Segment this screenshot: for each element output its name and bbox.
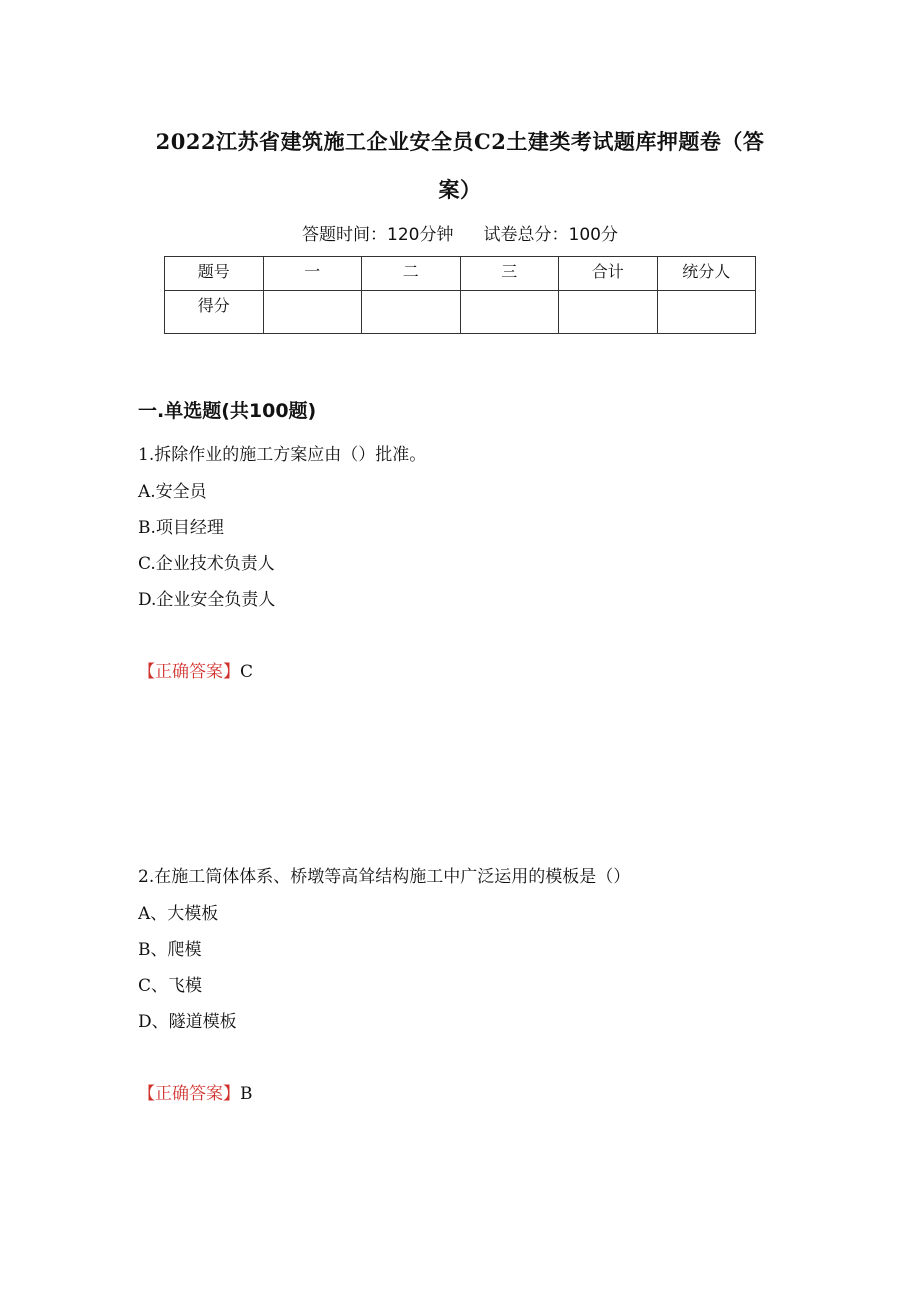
exam-total-score: 试卷总分：100分 [483,225,618,245]
correct-answer [138,657,253,682]
question-option: A、大模板 [138,904,219,924]
score-table-header: 题号 [165,257,264,291]
score-table-header: 一 [263,257,362,291]
question-option: C、飞模 [138,976,203,996]
exam-time: 答题时间：120分钟 [302,225,454,245]
score-table-header: 合计 [559,257,658,291]
document-title: 2022江苏省建筑施工企业安全员C2土建类考试题库押题卷（答案） [155,129,765,202]
question-stem: 2.在施工筒体体系、桥墩等高耸结构施工中广泛运用的模板是（） [138,867,631,887]
score-table-header: 统分人 [657,257,756,291]
question-stem: 1.拆除作业的施工方案应由（）批准。 [138,445,427,465]
score-table [164,256,756,334]
answer-value: C [240,662,254,682]
question-option: D、隧道模板 [138,1012,237,1032]
answer-label: 【正确答案】 [138,1084,240,1104]
question-option: B、爬模 [138,940,202,960]
score-table-header: 三 [460,257,559,291]
exam-meta [0,220,920,245]
section-title: 一.单选题(共100题) [138,400,317,422]
answer-value: B [240,1084,253,1104]
question-option: B.项目经理 [138,518,224,538]
score-cell [559,291,658,334]
score-table-header-row [165,257,756,291]
score-cell [263,291,362,334]
question-option: D.企业安全负责人 [138,590,276,610]
score-table-score-row [165,291,756,334]
question-option: C.企业技术负责人 [138,554,275,574]
score-cell [362,291,461,334]
score-table-header: 二 [362,257,461,291]
score-row-label: 得分 [165,291,264,334]
correct-answer [138,1079,253,1104]
score-cell [657,291,756,334]
score-cell [460,291,559,334]
answer-label: 【正确答案】 [138,662,240,682]
question-option: A.安全员 [138,482,207,502]
